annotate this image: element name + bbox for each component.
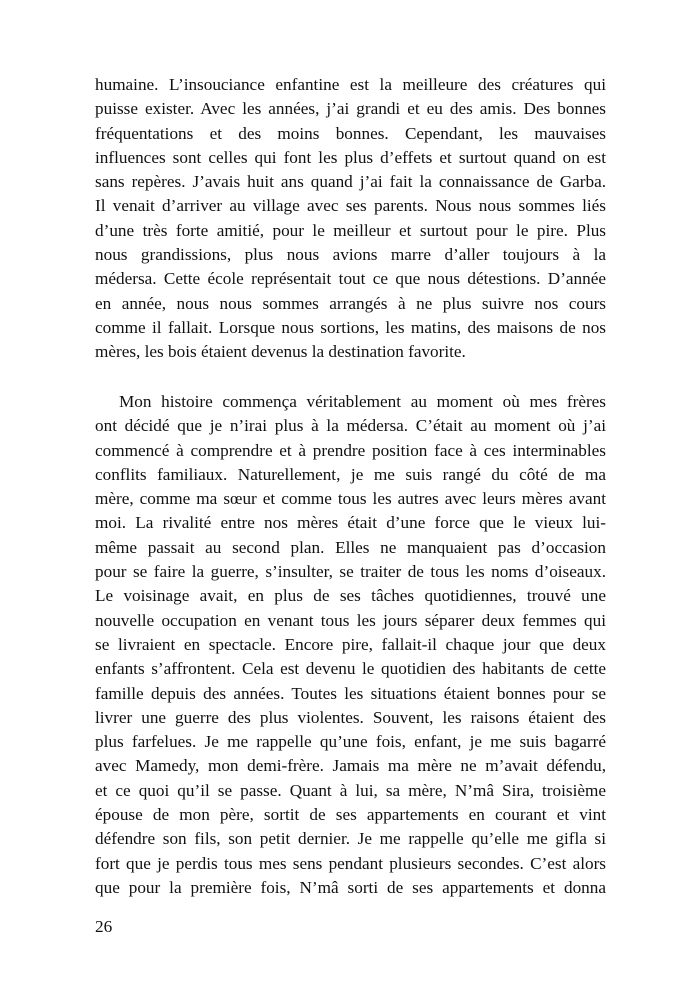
text-line: influences sont celles qui font les plus d’effets et surtout quand on est — [95, 147, 606, 167]
text-line: moi. La rivalité entre nos mères était d’une force que le vieux lui- — [95, 513, 606, 533]
text-line: comme il fallait. Lorsque nous sortions, les matins, des maisons de nos — [95, 317, 606, 337]
text-line: famille depuis des années. Toutes les situations étaient bonnes pour se — [95, 683, 606, 703]
text-line: que pour la première fois, N’mâ sorti de ses appartements et donna — [95, 877, 606, 897]
text-line: plus farfelues. Je me rappelle qu’une fois, enfant, je me suis bagarré — [95, 732, 606, 752]
text-line: Le voisinage avait, en plus de ses tâches quotidiennes, trouvé une — [95, 586, 606, 606]
text-line: avec Mamedy, mon demi-frère. Jamais ma mère ne m’avait défendu, — [95, 756, 606, 776]
text-line: d’une très forte amitié, pour le meilleur et surtout pour le pire. Plus — [95, 220, 606, 240]
text-line: fréquentations et des moins bonnes. Cependant, les mauvaises — [95, 123, 606, 143]
paragraph-1 — [95, 73, 606, 365]
text-line: enfants s’affrontent. Cela est devenu le quotidien des habitants de cette — [95, 659, 606, 679]
text-line: sans repères. J’avais huit ans quand j’ai fait la connaissance de Garba. — [95, 172, 606, 192]
text-line: mères, les bois étaient devenus la destination favorite. — [95, 342, 466, 362]
text-line: livrer une guerre des plus violentes. Souvent, les raisons étaient des — [95, 707, 606, 727]
text-line: humaine. L’insouciance enfantine est la meilleure des créatures qui — [95, 75, 606, 94]
text-line: défendre son fils, son petit dernier. Je me rappelle qu’elle me gifla si — [95, 829, 606, 849]
text-line: Il venait d’arriver au village avec ses parents. Nous nous sommes liés — [95, 196, 606, 216]
text-line: puisse exister. Avec les années, j’ai grandi et eu des amis. Des bonnes — [95, 99, 606, 119]
text-line: épouse de mon père, sortit de ses appartements en courant et vint — [95, 805, 606, 825]
text-line: et ce quoi qu’il se passe. Quant à lui, sa mère, N’mâ Sira, troisième — [95, 780, 606, 800]
text-line: même passait au second plan. Elles ne manquaient pas d’occasion — [95, 537, 606, 557]
text-line: médersa. Cette école représentait tout ce que nous détestions. D’année — [95, 269, 606, 289]
page-number: 26 — [95, 917, 113, 936]
text-line: fort que je perdis tous mes sens pendant plusieurs secondes. C’est alors — [95, 853, 606, 873]
text-line: pour se faire la guerre, s’insulter, se traiter de tous les noms d’oiseaux. — [95, 562, 606, 582]
text-line: en année, nous nous sommes arrangés à ne plus suivre nos cours — [95, 293, 606, 313]
text-line: se livraient en spectacle. Encore pire, fallait-il chaque jour que deux — [95, 634, 606, 654]
text-line: nous grandissions, plus nous avions marre d’aller toujours à la — [95, 245, 606, 265]
text-line: nouvelle occupation en venant tous les jours séparer deux femmes qui — [95, 610, 606, 630]
text-line: ont décidé que je n’irai plus à la médersa. C’était au moment où j’ai — [95, 416, 606, 436]
text-line: mère, comme ma sœur et comme tous les autres avec leurs mères avant — [95, 489, 606, 509]
text-line: commencé à comprendre et à prendre position face à ces interminables — [95, 440, 606, 460]
text-line: conflits familiaux. Naturellement, je me suis rangé du côté de ma — [95, 464, 606, 484]
text-line: Mon histoire commença véritablement au moment où mes frères — [119, 392, 606, 411]
paragraph-2 — [95, 390, 606, 900]
